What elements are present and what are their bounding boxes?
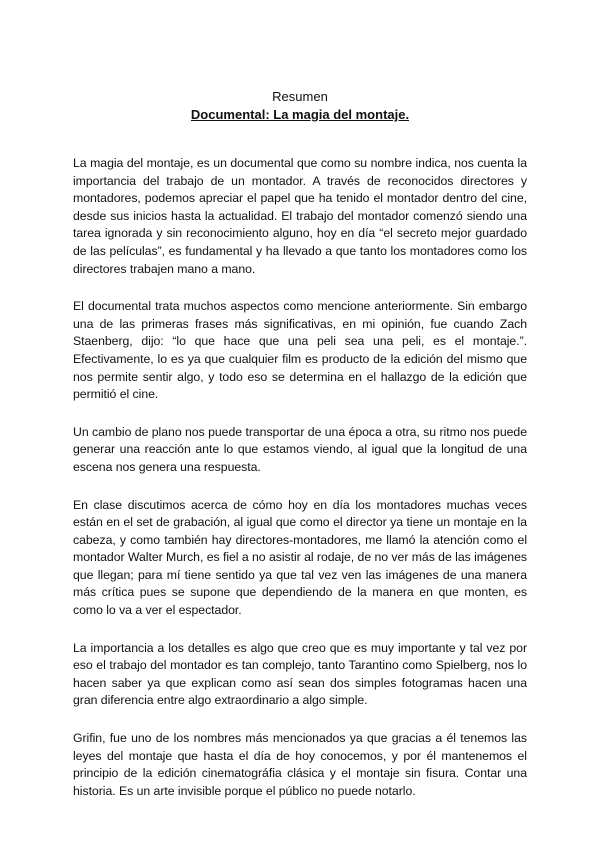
paragraph-intro: La magia del montaje, es un documental que como su nombre indica, nos cuenta la importancia del trabajo de un montador. A través de reconocidos directores y montadores, podemos apreciar el papel que ha tenido el montador dentro del cine, desde sus inicios hasta la actualidad. El trabajo del montador comenzó siendo una tarea ignorada y sin reconocimiento alguno, hoy en día “el secreto mejor guardado de las películas”, es fundamental y ha llevado a que tanto los montadores como los directores trabajen mano a mano. bbox=[73, 156, 527, 276]
paragraph-grifin: Grifin, fue uno de los nombres más mencionados ya que gracias a él tenemos las leyes del montaje que hasta el día de hoy conocemos, y por él mantenemos el principio de la edición cinematográfia clásica y el montaje sin fisura. Contar una historia. Es un arte invisible porque el público no puede notarlo. bbox=[73, 731, 527, 798]
summary-label: Resumen bbox=[272, 89, 328, 104]
paragraph-staenberg-quote: El documental trata muchos aspectos como mencione anteriormente. Sin embargo una de las primeras frases más significativas, en mi opinión, fue cuando Zach Staenberg, dijo: “lo que hace que una peli sea una peli, es el montaje.”. Efectivamente, lo es ya que cualquier film es producto de la edición del mismo que nos permite sentir algo, y todo eso se determina en el hallazgo de la edición que permitió el cine. bbox=[73, 299, 527, 402]
paragraph-shot-change: Un cambio de plano nos puede transportar de una época a otra, su ritmo nos puede generar una reacción ante lo que estamos viendo, al igual que la longitud de una escena nos genera una respuesta. bbox=[73, 424, 527, 474]
paragraph-details: La importancia a los detalles es algo que creo que es muy importante y tal vez por eso el trabajo del montador es tan complejo, tanto Tarantino como Spielberg, nos lo hacen saber ya que explican como así sean dos simples fotogramas hacen una gran diferencia entre algo extraordinario a algo simple. bbox=[73, 640, 527, 708]
paragraph-walter-murch: En clase discutimos acerca de cómo hoy en día los montadores muchas veces están en el set de grabación, al igual que como el director ya tiene un montaje en la cabeza, y como también hay directores-montadores, me llamó la atención como el montador Walter Murch, es fiel a no asistir al rodaje, de no ver más de las imágenes que llegan; para mí tiene sentido ya que tal vez ven las imágenes de una manera más crítica pues se supone que dependiendo de la manera en que monten, es como lo va a ver el espectador. bbox=[73, 497, 527, 618]
document-body bbox=[73, 155, 527, 820]
document-title: Documental: La magia del montaje. bbox=[190, 107, 410, 122]
